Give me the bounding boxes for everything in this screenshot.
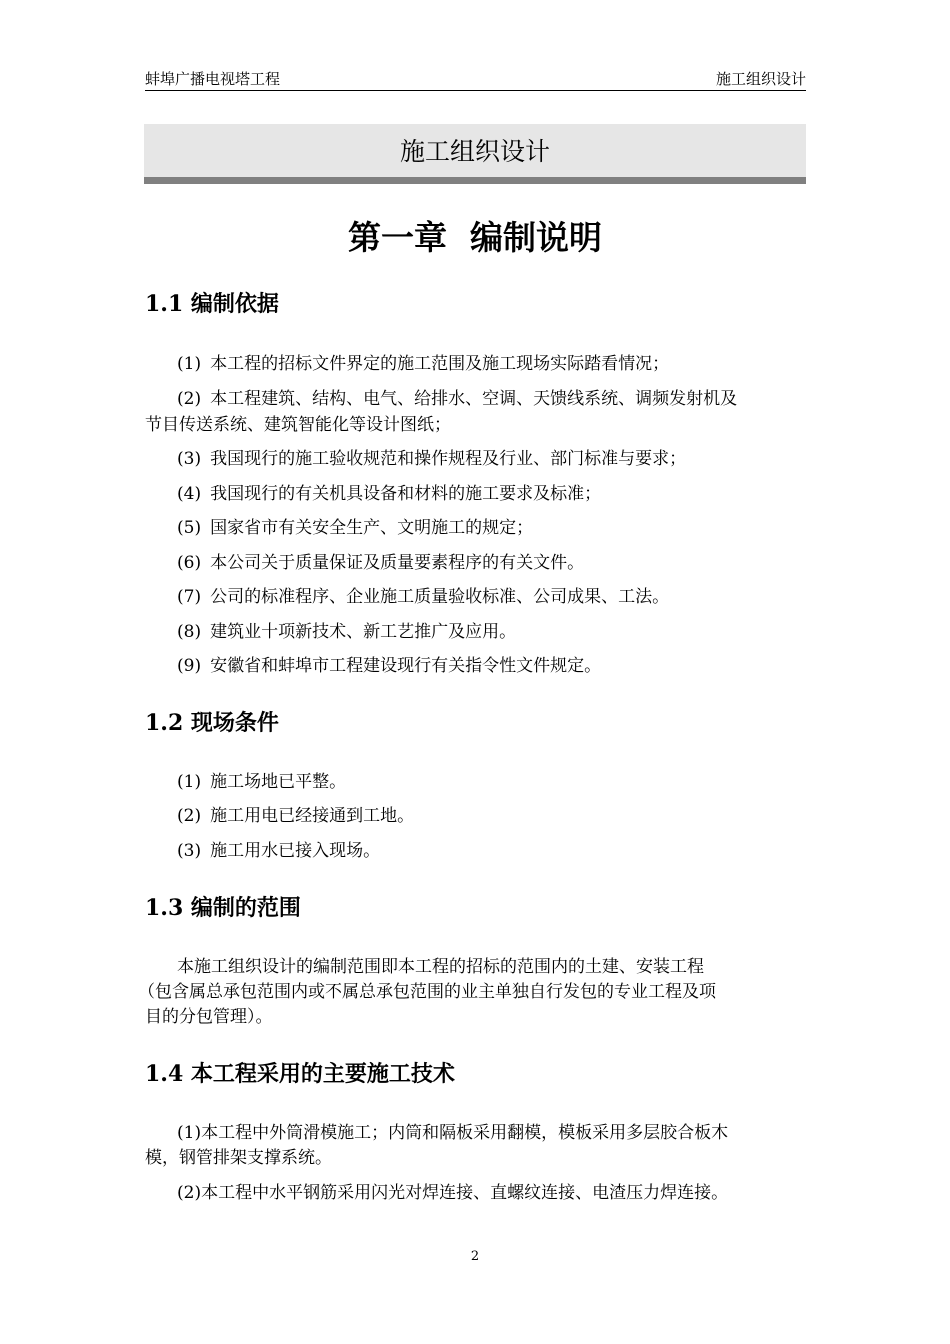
list-item [177,548,806,573]
list-item [177,513,806,538]
paragraph-line: (1)本工程中外筒滑模施工；内筒和隔板采用翻模，模板采用多层胶合板木 [177,1123,729,1143]
item-text: 施工场地已平整。 [210,772,347,792]
item-number: (7) [177,587,202,607]
item-number: (4) [177,484,202,504]
paragraph-line: (2)本工程中水平钢筋采用闪光对焊连接、直螺纹连接、电渣压力焊连接。 [177,1183,729,1203]
item-number: (8) [177,622,202,642]
item-number: (3) [177,449,202,469]
list-item [177,801,806,826]
running-header [145,66,806,91]
item-number: (6) [177,553,202,573]
list-item [177,444,806,469]
list-item [177,651,806,676]
item-text: 本工程的招标文件界定的施工范围及施工现场实际踏看情况； [210,354,670,374]
list-item [177,767,806,792]
item-text: 施工用水已接入现场。 [210,841,381,861]
chapter-title: 第一章 编制说明 [348,218,602,257]
page-number: 2 [470,1249,480,1264]
header-document-type: 施工组织设计 [715,70,806,88]
document-title: 施工组织设计 [399,137,550,166]
list-item [177,349,806,374]
item-text: 我国现行的有关机具设备和材料的施工要求及标准； [210,484,602,504]
section-1-1-title: 1.1 编制依据 [145,291,279,317]
item-text: 公司的标准程序、企业施工质量验收标准、公司成果、工法。 [210,587,670,607]
item-number: (3) [177,841,202,861]
list-item [177,384,806,409]
section-1-2-title: 1.2 现场条件 [145,710,279,736]
section-1-3-title: 1.3 编制的范围 [145,895,301,921]
list-item [177,582,806,607]
item-text: 安徽省和蚌埠市工程建设现行有关指令性文件规定。 [210,656,602,676]
item-number: (9) [177,656,202,676]
item-text: 本工程建筑、结构、电气、给排水、空调、天馈线系统、调频发射机及 [210,389,738,409]
section-1-4-title: 1.4 本工程采用的主要施工技术 [145,1061,455,1087]
item-text: 本公司关于质量保证及质量要素程序的有关文件。 [210,553,585,573]
item-number: (2) [177,806,202,826]
item-text: 施工用电已经接通到工地。 [210,806,415,826]
item-number: (1) [177,354,202,374]
paragraph-line: 目的分包管理）。 [145,1007,273,1027]
header-project-name: 蚌埠广播电视塔工程 [145,70,281,88]
item-number: (1) [177,772,202,792]
item-number: (2) [177,389,202,409]
item-number: (5) [177,518,202,538]
item-text-continuation: 节目传送系统、建筑智能化等设计图纸； [145,415,451,435]
list-item [177,479,806,504]
list-item [177,836,806,861]
paragraph-line: 本施工组织设计的编制范围即本工程的招标的范围内的土建、安装工程 [177,957,704,977]
document-title-band [144,124,806,184]
item-text: 建筑业十项新技术、新工艺推广及应用。 [210,622,517,642]
item-text: 国家省市有关安全生产、文明施工的规定； [210,518,534,538]
paragraph-line: 模，钢管排架支撑系统。 [145,1148,332,1168]
list-item [177,617,806,642]
item-text: 我国现行的施工验收规范和操作规程及行业、部门标准与要求； [210,449,687,469]
paragraph-line: （包含属总承包范围内或不属总承包范围的业主单独自行发包的专业工程及项 [138,982,716,1002]
